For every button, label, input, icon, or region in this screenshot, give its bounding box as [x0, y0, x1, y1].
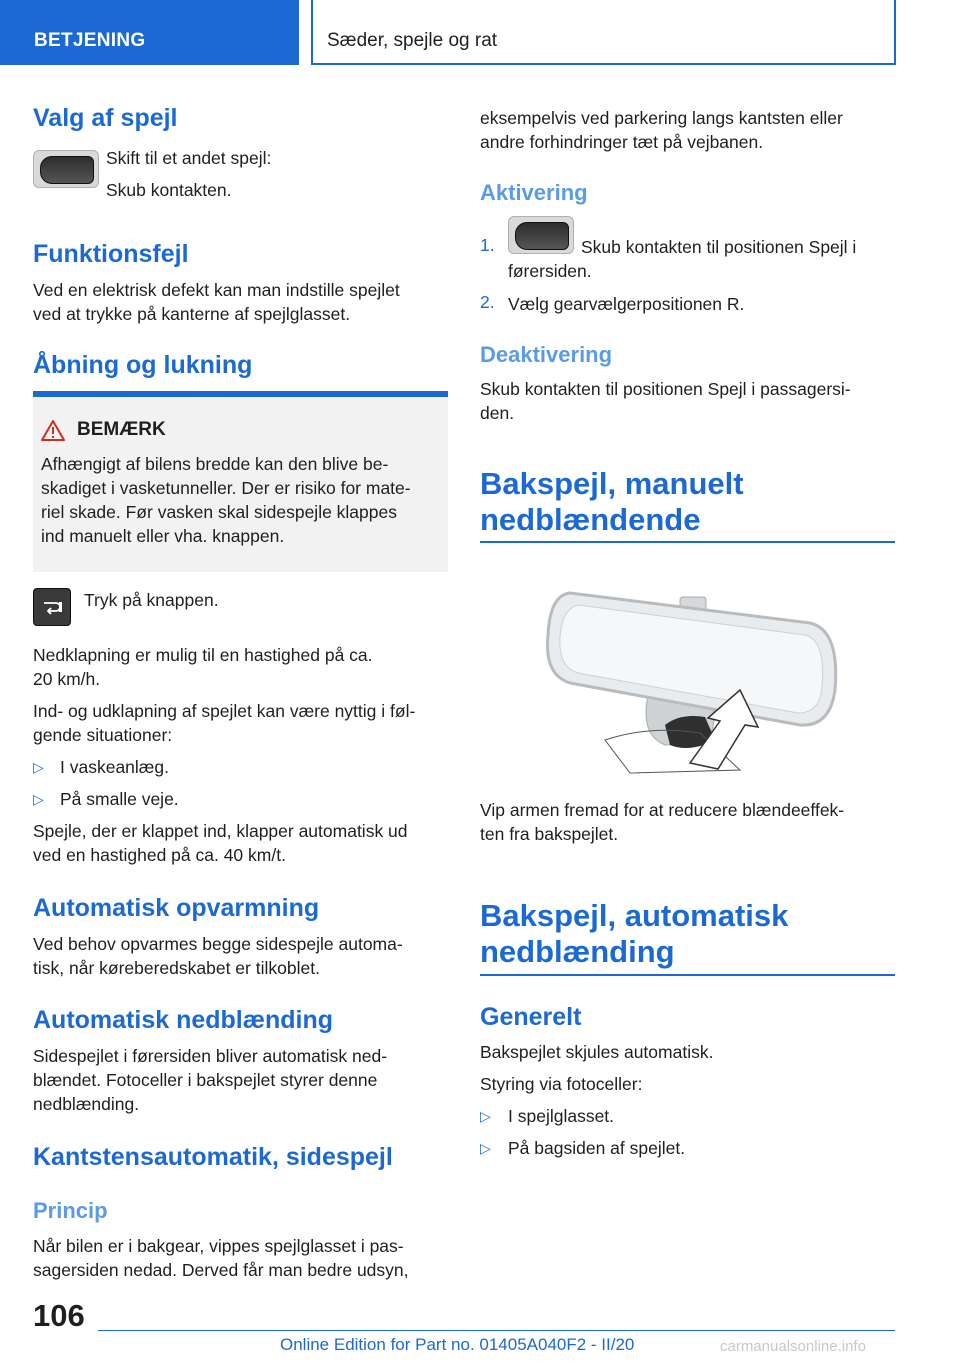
deaktivering-text-1: Skub kontakten til positionen Spejl i passagersi‐ — [480, 379, 851, 399]
footer-edition: Online Edition for Part no. 01405A040F2 - II/20 — [280, 1335, 635, 1354]
heading-valg-af-spejl: Valg af spejl — [33, 104, 178, 132]
indud-text-1: Ind- og udklapning af spejlet kan være nyttig i føl‐ — [33, 701, 416, 721]
heading-generelt: Generelt — [480, 1003, 582, 1031]
mirror-switch-icon — [508, 216, 574, 254]
header-chapter-label: Sæder, spejle og rat — [327, 30, 498, 51]
step-number: 1. — [480, 235, 495, 255]
nedklap-text-2: 20 km/h. — [33, 669, 101, 689]
generelt-text-1: Bakspejlet skjules automatisk. — [480, 1042, 714, 1062]
note-line-2: skadiget i vasketunneller. Der er risiko for mate‐ — [41, 478, 411, 498]
nedklap-text-1: Nedklapning er mulig til en hastighed på ca. — [33, 645, 373, 665]
watermark: carmanualsonline.info — [720, 1338, 866, 1355]
manuelt-caption-1: Vip armen fremad for at reducere blændeeffek‐ — [480, 800, 845, 820]
page-number: 106 — [33, 1298, 85, 1333]
kantsten-text-1: Når bilen er i bakgear, vippes spejlglasset i pas‐ — [33, 1236, 404, 1256]
spejle-text-2: ved en hastighed på ca. 40 km/t. — [33, 845, 286, 865]
bullet-item: I spejlglasset. — [508, 1106, 615, 1126]
heading-funktionsfejl: Funktionsfejl — [33, 240, 189, 268]
heading-bakspejl-manuelt-1: Bakspejl, manuelt — [480, 466, 744, 501]
bullet-item: På bagsiden af spejlet. — [508, 1138, 686, 1158]
nedblaending-text-1: Sidespejlet i førersiden bliver automatisk ned‐ — [33, 1046, 388, 1066]
subheading-aktivering: Aktivering — [480, 180, 588, 205]
manuelt-caption-2: ten fra bakspejlet. — [480, 824, 619, 844]
spejle-text-1: Spejle, der er klappet ind, klapper automatisk ud — [33, 821, 408, 841]
heading-kantstensautomatik: Kantstensautomatik, sidespejl — [33, 1143, 393, 1171]
step-number: 2. — [480, 292, 495, 312]
subheading-princip: Princip — [33, 1198, 108, 1223]
step-2-text: Vælg gearvælgerpositionen R. — [508, 294, 745, 314]
note-body — [41, 452, 441, 548]
heading-aabning-og-lukning: Åbning og lukning — [33, 351, 253, 379]
footer-divider — [98, 1330, 895, 1331]
subheading-deaktivering: Deaktivering — [480, 342, 613, 367]
nedblaending-text-2: blændet. Fotoceller i bakspejlet styrer denne — [33, 1070, 378, 1090]
note-line-1: Afhængigt af bilens bredde kan den blive be‐ — [41, 454, 389, 474]
nedblaending-text-3: nedblænding. — [33, 1094, 140, 1114]
heading-bakspejl-automatisk-1: Bakspejl, automatisk — [480, 898, 789, 933]
valg-text-2: Skub kontakten. — [106, 180, 232, 200]
deaktivering-text-2: den. — [480, 403, 515, 423]
header-section-tab — [0, 0, 299, 65]
continued-text-1: eksempelvis ved parkering langs kantsten eller — [480, 108, 843, 128]
funktionsfejl-text-2: ved at trykke på kanterne af spejlglasset. — [33, 304, 351, 324]
fold-arrow-icon — [41, 599, 65, 615]
valg-text-1: Skift til et andet spejl: — [106, 148, 272, 168]
header-chapter-box — [311, 0, 896, 65]
section-divider — [480, 974, 895, 976]
header-section-label: BETJENING — [34, 30, 146, 51]
indud-text-2: gende situationer: — [33, 725, 173, 745]
warning-triangle-icon — [41, 419, 65, 441]
bullet-triangle-icon: ▷ — [33, 759, 44, 775]
opvarmning-text-2: tisk, når køreberedskabet er tilkoblet. — [33, 958, 320, 978]
heading-automatisk-opvarmning: Automatisk opvarmning — [33, 894, 320, 922]
kantsten-text-2: sagersiden nedad. Derved får man bedre udsyn, — [33, 1260, 409, 1280]
tryk-text: Tryk på knappen. — [84, 590, 219, 610]
heading-automatisk-nedblaending: Automatisk nedblænding — [33, 1006, 333, 1034]
note-line-4: ind manuelt eller vha. knappen. — [41, 526, 285, 546]
opvarmning-text-1: Ved behov opvarmes begge sidespejle automa‐ — [33, 934, 403, 954]
bullet-item: I vaskeanlæg. — [60, 757, 169, 777]
generelt-text-2: Styring via fotoceller: — [480, 1074, 643, 1094]
step-1-text-1: Skub kontakten til positionen Spejl i — [581, 237, 857, 257]
heading-bakspejl-automatisk-2: nedblænding — [480, 934, 675, 969]
note-box — [33, 397, 448, 572]
mirror-fold-button-icon — [33, 588, 71, 626]
bullet-triangle-icon: ▷ — [480, 1108, 491, 1124]
bullet-triangle-icon: ▷ — [33, 791, 44, 807]
section-divider — [480, 541, 895, 543]
note-line-3: riel skade. Før vasken skal sidespejle klappes — [41, 502, 397, 522]
funktionsfejl-text-1: Ved en elektrisk defekt kan man indstille spejlet — [33, 280, 400, 300]
step-1-text-2: førersiden. — [508, 261, 592, 281]
note-title: BEMÆRK — [77, 419, 166, 440]
rearview-mirror-illustration — [530, 575, 850, 775]
heading-bakspejl-manuelt-2: nedblændende — [480, 502, 701, 537]
bullet-item: På smalle veje. — [60, 789, 179, 809]
mirror-switch-icon — [33, 150, 99, 188]
continued-text-2: andre forhindringer tæt på vejbanen. — [480, 132, 764, 152]
bullet-triangle-icon: ▷ — [480, 1140, 491, 1156]
